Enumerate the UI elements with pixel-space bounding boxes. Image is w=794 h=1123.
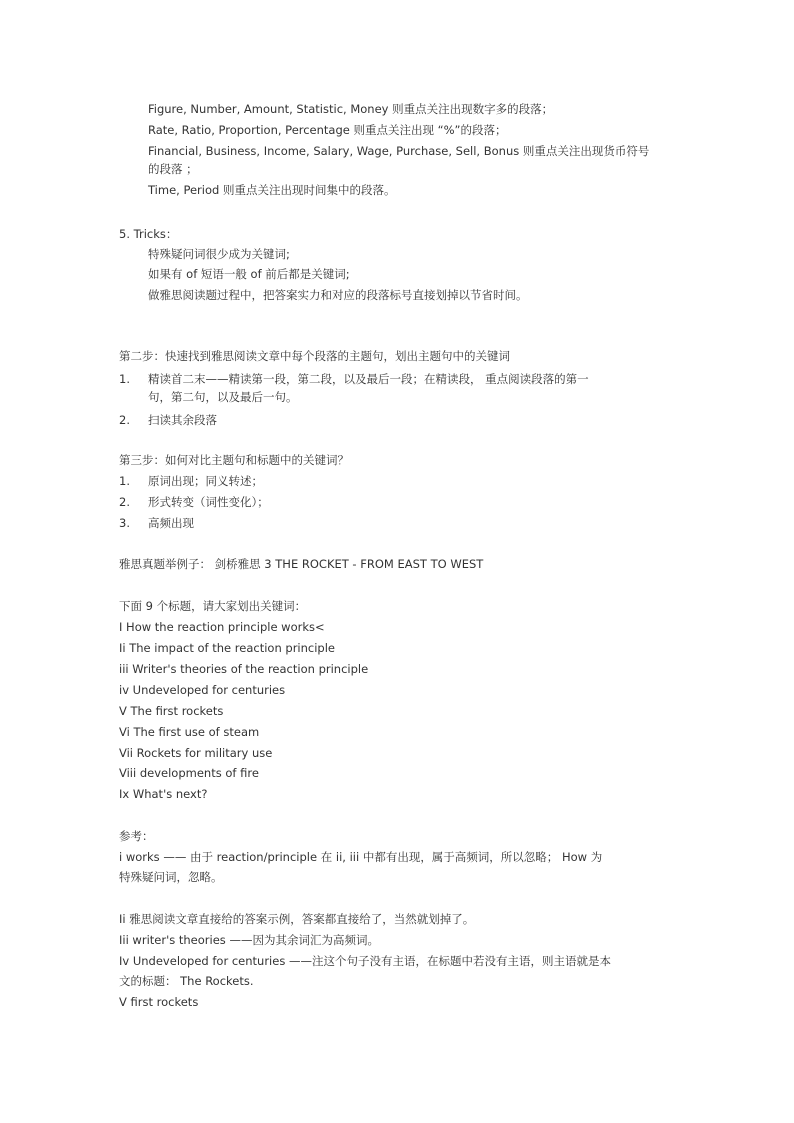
heading-item: Viii developments of fire [119, 766, 259, 780]
reference-line: Iv Undeveloped for centuries ——注这个句子没有主语，在标题中若没有主语，则主语就是本 [119, 954, 611, 968]
list-number: 2. [119, 413, 130, 427]
trick-item: 特殊疑问词很少成为关键词; [148, 247, 290, 261]
keyword-rule-time: Time, Period 则重点关注出现时间集中的段落。 [148, 183, 396, 197]
reference-line: V first rockets [119, 995, 199, 1009]
trick-item: 做雅思阅读题过程中，把答案实力和对应的段落标号直接划掉以节省时间。 [148, 288, 528, 302]
keyword-rule-money: Financial, Business, Income, Salary, Wage, Purchase, Sell, Bonus 则重点关注出现货币符号 [148, 144, 650, 158]
list-number: 1. [119, 474, 130, 488]
heading-item: Ix What's next? [119, 787, 208, 801]
heading-item: Vii Rockets for military use [119, 746, 273, 760]
step2-item-cont: 句，第二句，以及最后一句。 [148, 390, 298, 404]
heading-item: V The first rockets [119, 704, 224, 718]
heading-item: Vi The first use of steam [119, 725, 260, 739]
step3-heading: 第三步：如何对比主题句和标题中的关键词？ [119, 453, 349, 467]
step3-item: 高频出现 [148, 516, 194, 530]
step2-item: 扫读其余段落 [148, 413, 217, 427]
reference-line: 特殊疑问词，忽略。 [119, 870, 223, 884]
example-line: 雅思真题举例子： 剑桥雅思 3 THE ROCKET - FROM EAST TO WEST [119, 557, 484, 571]
keyword-rule-numbers: Figure, Number, Amount, Statistic, Money 则重点关注出现数字多的段落； [148, 102, 554, 116]
keyword-rule-money-cont: 的段落 ； [148, 162, 198, 176]
reference-line: 文的标题： The Rockets. [119, 974, 254, 988]
step3-item: 原词出现；同义转述； [148, 474, 263, 488]
reference-heading: 参考： [119, 829, 154, 843]
list-number: 3. [119, 516, 130, 530]
heading-item: iii Writer's theories of the reaction principle [119, 662, 369, 676]
heading-item: iv Undeveloped for centuries [119, 683, 286, 697]
reference-line: Iii writer's theories ——因为其余词汇为高频词。 [119, 933, 379, 947]
list-number: 2. [119, 495, 130, 509]
step2-item: 精读首二末——精读第一段，第二段，以及最后一段；在精读段， 重点阅读段落的第一 [148, 372, 589, 386]
heading-item: I How the reaction principle works< [119, 620, 325, 634]
step2-heading: 第二步：快速找到雅思阅读文章中每个段落的主题句，划出主题句中的关键词 [119, 349, 510, 363]
list-number: 1. [119, 372, 130, 386]
heading-item: Ii The impact of the reaction principle [119, 641, 335, 655]
reference-line: Ii 雅思阅读文章直接给的答案示例，答案都直接给了，当然就划掉了。 [119, 912, 475, 926]
step3-item: 形式转变（词性变化）； [148, 495, 269, 509]
keyword-rule-percent: Rate, Ratio, Proportion, Percentage 则重点关注出现 “%”的段落； [148, 123, 507, 137]
tricks-heading: 5. Tricks： [119, 227, 178, 241]
reference-line: i works —— 由于 reaction/principle 在 ii, iii 中都有出现，属于高频词，所以忽略； How 为 [119, 850, 603, 864]
headings-intro: 下面 9 个标题，请大家划出关键词： [119, 599, 307, 613]
trick-item: 如果有 of 短语一般 of 前后都是关键词; [148, 267, 350, 281]
